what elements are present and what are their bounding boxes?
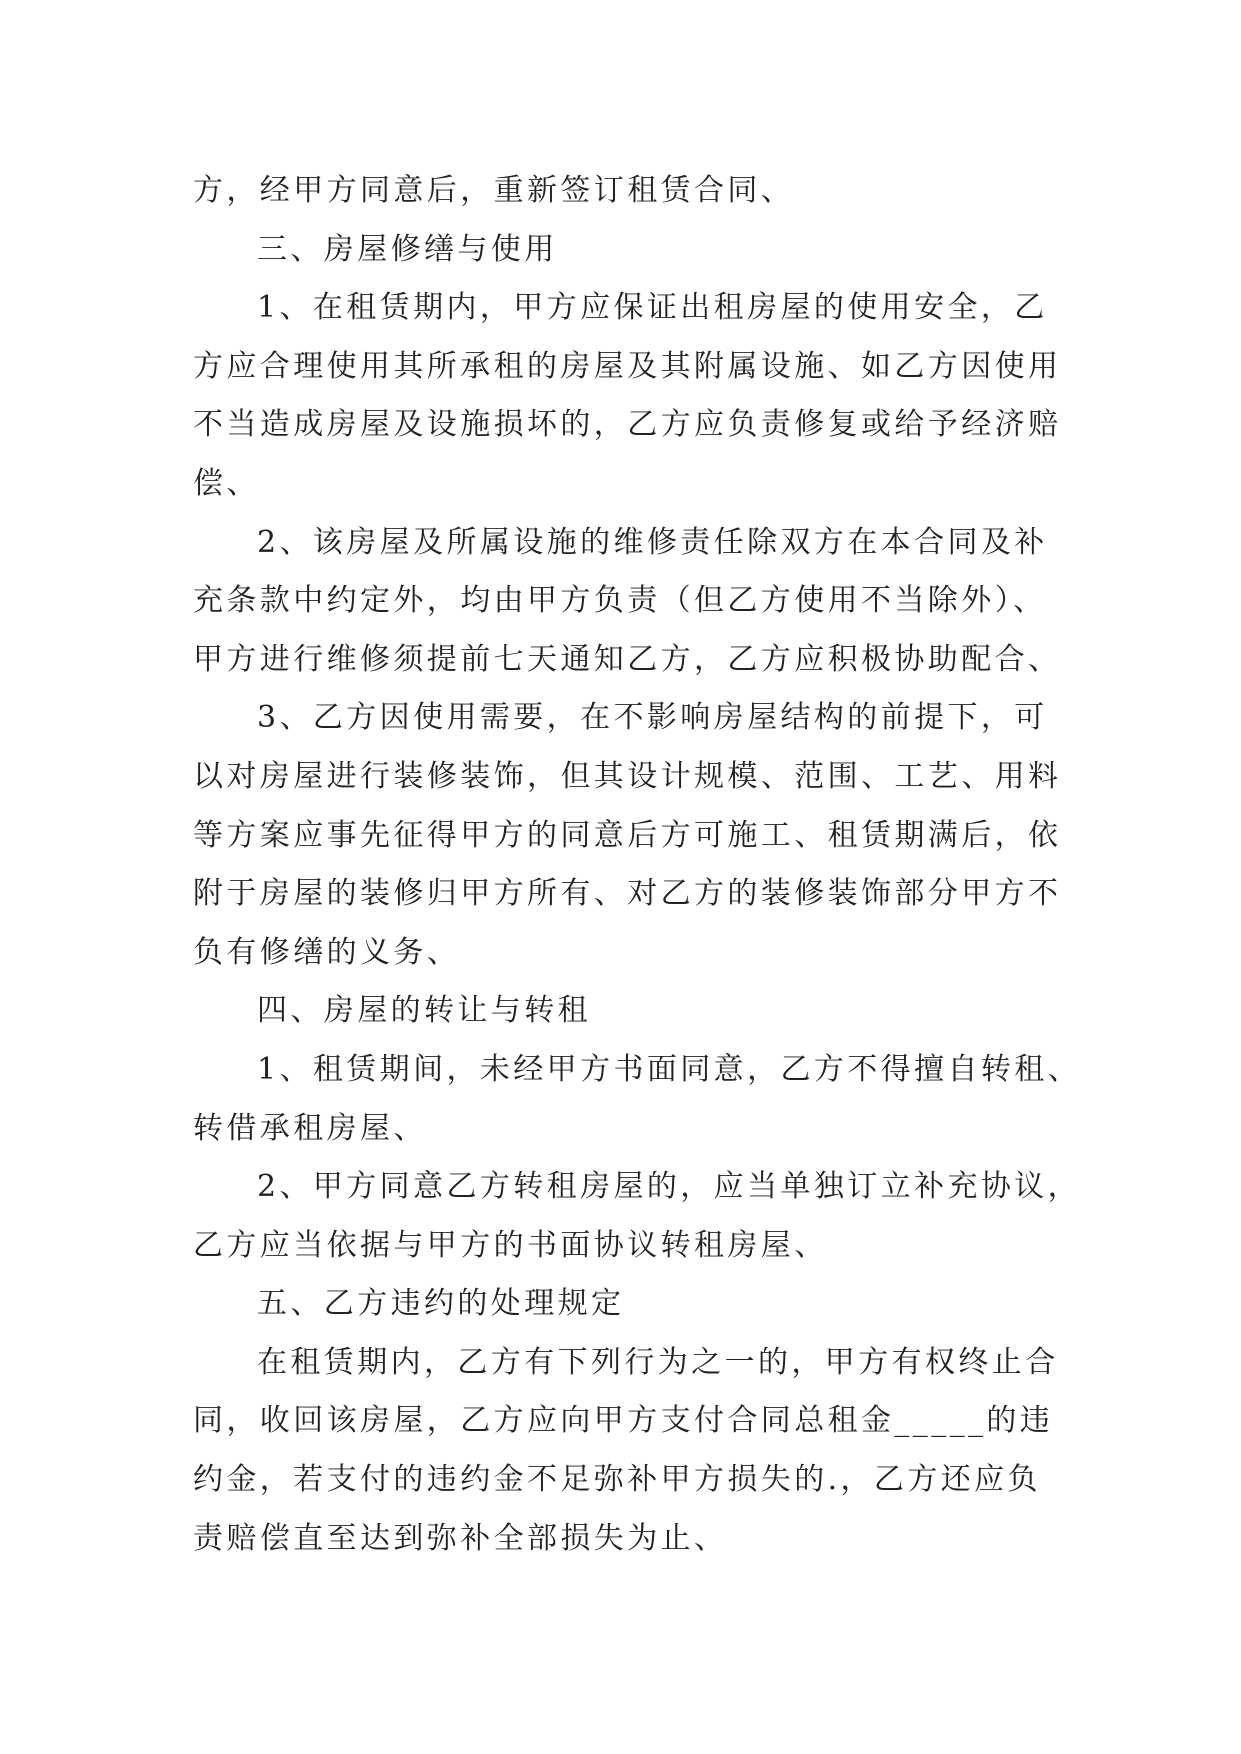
text-line: 在租赁期内，乙方有下列行为之一的，甲方有权终止合 — [257, 1344, 1059, 1380]
text-line: 2、该房屋及所属设施的维修责任除双方在本合同及补 — [257, 524, 1048, 560]
text-line: 方应合理使用其所承租的房屋及其附属设施、如乙方因使用 — [193, 348, 1062, 384]
text-line: 2、甲方同意乙方转租房屋的，应当单独订立补充协议， — [257, 1169, 1082, 1205]
text-line: 不当造成房屋及设施损坏的，乙方应负责修复或给予经济赔 — [193, 407, 1062, 443]
section-heading-3: 三、房屋修缮与使用 — [257, 231, 558, 267]
text-line: 附于房屋的装修归甲方所有、对乙方的装修装饰部分甲方不 — [193, 876, 1062, 912]
text-line: 约金，若支付的违约金不足弥补甲方损失的.，乙方还应负 — [193, 1462, 1041, 1498]
text-line: 甲方进行维修须提前七天通知乙方，乙方应积极协助配合、 — [193, 641, 1062, 677]
text-line: 责赔偿直至达到弥补全部损失为止、 — [193, 1520, 728, 1556]
text-line: 负有修缮的义务、 — [193, 934, 461, 970]
text-line: 同，收回该房屋，乙方应向甲方支付合同总租金_____的违 — [193, 1403, 1054, 1439]
text-line: 以对房屋进行装修装饰，但其设计规模、范围、工艺、用料 — [193, 758, 1062, 794]
text-line: 1、租赁期间，未经甲方书面同意，乙方不得擅自转租、 — [257, 1051, 1082, 1087]
text-line: 偿、 — [193, 465, 260, 501]
text-line: 充条款中约定外，均由甲方负责（但乙方使用不当除外）、 — [193, 583, 1047, 619]
section-heading-4: 四、房屋的转让与转租 — [257, 993, 591, 1029]
section-heading-5: 五、乙方违约的处理规定 — [257, 1286, 625, 1322]
text-line: 1、在租赁期内，甲方应保证出租房屋的使用安全，乙 — [257, 290, 1048, 326]
text-line: 转借承租房屋、 — [193, 1110, 427, 1146]
text-line: 3、乙方因使用需要，在不影响房屋结构的前提下，可 — [257, 700, 1048, 736]
document-body — [193, 162, 1082, 1568]
text-line: 等方案应事先征得甲方的同意后方可施工、租赁期满后，依 — [193, 817, 1062, 853]
text-line: 方，经甲方同意后，重新签订租赁合同、 — [193, 173, 795, 208]
text-line: 乙方应当依据与甲方的书面协议转租房屋、 — [193, 1227, 828, 1263]
